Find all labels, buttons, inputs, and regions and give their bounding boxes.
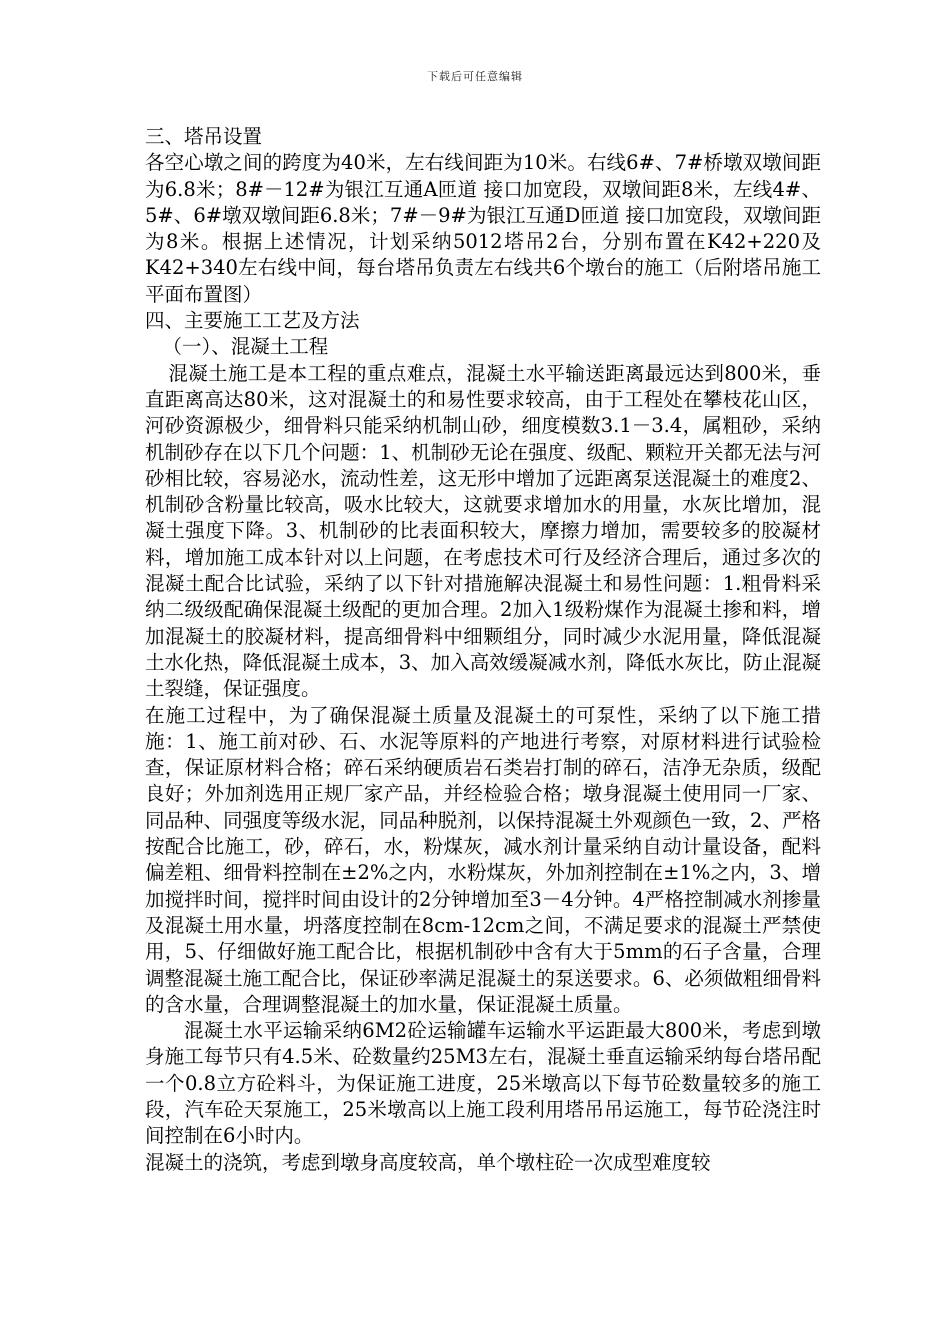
subsection-heading-concrete: （一）、混凝土工程 [162,335,329,359]
document-body [145,124,821,1176]
paragraph-concrete-pouring: 混凝土的浇筑，考虑到墩身高度较高，单个墩柱砼一次成型难度较 [145,1150,711,1174]
section-heading-tower-crane: 三、塔吊设置 [145,125,263,148]
page-header: 下载后可任意编辑 [427,70,523,83]
paragraph-crane-layout: 各空心墩之间的跨度为40米，左右线间距为10米。右线6#、7#桥墩双墩间距为6.8米；8#－12#为银江互通A匝道 接口加宽段，双墩间距8米，左线4#、5#、6#墩双墩间距6.8米；7#－9#为银江互通D匝道 接口加宽段，双墩间距为8米。根据上述情况，计划采纳5012塔吊2台，分别布置在K42+220及K42+340左右线中间，每台塔吊负责左右线共6个墩台的施工（后附塔吊施工平面布置图） [145,151,821,306]
paragraph-concrete-difficulty: 混凝土施工是本工程的重点难点，混凝土水平输送距离最远达到800米，垂直距离高达80米，这对混凝土的和易性要求较高，由于工程处在攀枝花山区，河砂资源极少，细骨料只能采纳机制山砂，细度模数3.1－3.4，属粗砂，采纳机制砂存在以下几个问题：1、机制砂无论在强度、级配、颗粒开关都无法与河砂相比较，容易泌水，流动性差，这无形中增加了远距离泵送混凝土的难度2、机制砂含粉量比较高，吸水比较大，这就要求增加水的用量，水灰比增加，混凝土强度下降。3、机制砂的比表面积较大，摩擦力增加，需要较多的胶凝材料，增加施工成本针对以上问题，在考虑技术可行及经济合理后，通过多次的混凝土配合比试验，采纳了以下针对措施解决混凝土和易性问题：1.粗骨料采纳二级级配确保混凝土级配的更加合理。2加入1级粉煤作为混凝土掺和料，增加混凝土的胶凝材料，提高细骨料中细颗组分，同时减少水泥用量，降低混凝土水化热，降低混凝土成本，3、加入高效缓凝减水剂，降低水灰比，防止混凝土裂缝，保证强度。 [145,361,821,701]
paragraph-construction-measures: 在施工过程中，为了确保混凝土质量及混凝土的可泵性，采纳了以下施工措施：1、施工前对砂、石、水泥等原料的产地进行考察，对原材料进行试验检查，保证原材料合格；碎石采纳硬质岩石类岩打制的碎石，洁净无杂质，级配良好；外加剂选用正规厂家产品，并经检验合格；墩身混凝土使用同一厂家、同品种、同强度等级水泥，同品种脱剂，以保持混凝土外观颜色一致，2、严格按配合比施工，砂，碎石，水，粉煤灰，减水剂计量采纳自动计量设备，配料偏差粗、细骨料控制在±2%之内，水粉煤灰，外加剂控制在±1%之内，3、增加搅拌时间，搅拌时间由设计的2分钟增加至3－4分钟。4严格控制减水剂掺量及混凝土用水量，坍落度控制在8cm-12cm之间，不满足要求的混凝土严禁使用，5、仔细做好施工配合比，根据机制砂中含有大于5mm的石子含量，合理调整混凝土施工配合比，保证砂率满足混凝土的泵送要求。6、必须做粗细骨料的含水量，合理调整混凝土的加水量，保证混凝土质量。 [145,703,821,1016]
section-heading-construction-methods: 四、主要施工工艺及方法 [145,309,360,333]
paragraph-concrete-transport: 混凝土水平运输采纳6M2砼运输罐车运输水平运距最大800米，考虑到墩身施工每节只有4.5米、砼数量约25M3左右，混凝土垂直运输采纳每台塔吊配一个0.8立方砼料斗，为保证施工进度，25米墩高以下每节砼数量较多的施工段，汽车砼天泵施工，25米墩高以上施工段利用塔吊吊运施工，每节砼浇注时间控制在6小时内。 [145,1019,821,1148]
